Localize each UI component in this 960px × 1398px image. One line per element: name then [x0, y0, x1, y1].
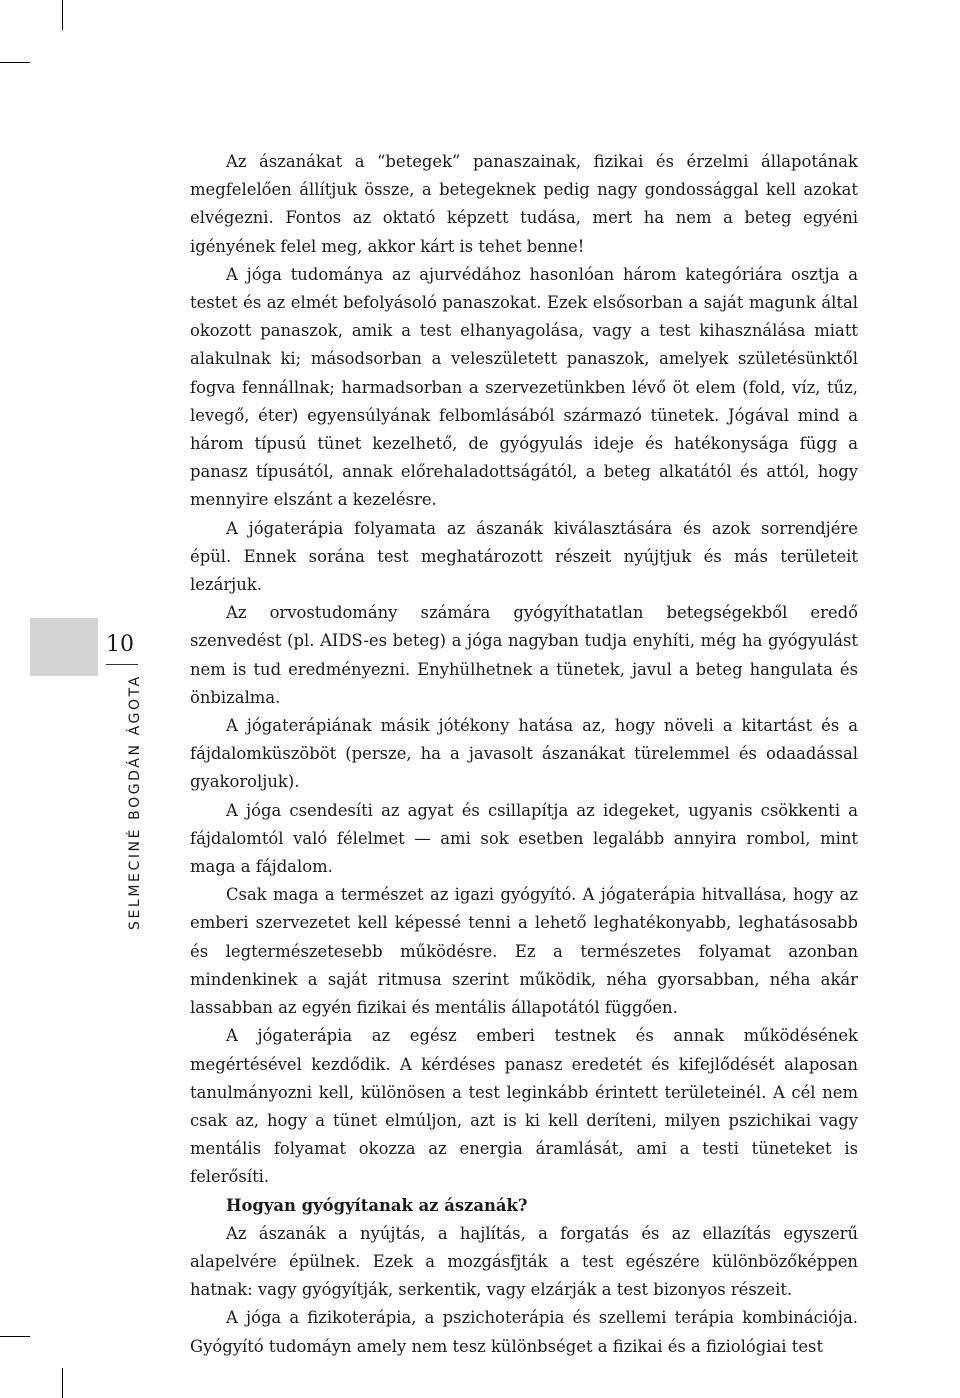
side-tab-block [30, 618, 98, 676]
paragraph-6: A jóga csendesíti az agyat és csillapítja az idegeket, ugyanis csökkenti a fájdalomtól való félelmet — ami sok esetben legalább annyira rombol, mint maga a fájdalom. [190, 800, 858, 877]
page-number-rule [106, 664, 138, 665]
crop-mark-top [62, 0, 63, 30]
paragraph-10: A jóga a fizikoterápia, a pszichoterápia és szellemi terápia kombinációja. Gyógyító tudomáyn amely nem tesz különbséget a fizikai és a fiziológiai test [190, 1308, 858, 1356]
paragraph-1: Az ászanákat a “betegek” panaszainak, fizikai és érzelmi állapotának megfelelően állítjuk össze, a betegeknek pedig nagy gondossággal kell azokat elvégezni. Fontos az oktató képzett tudása, mert ha nem a beteg egyéni igényének felel meg, akkor kárt is tehet benne! [190, 152, 858, 256]
section-heading: Hogyan gyógyítanak az ászanák? [226, 1195, 528, 1215]
paragraph-3: A jógaterápia folyamata az ászanák kiválasztására és azok sorrendjére épül. Ennek sorána test meghatározott részeit nyújtjuk és más területeit lezárjuk. [190, 518, 858, 595]
page-number: 10 [106, 632, 134, 657]
paragraph-8: A jógaterápia az egész emberi testnek és annak működésének megértésével kezdődik. A kérdéses panasz eredetét és kifejlődését alaposan tanulmányozni kell, különösen a test leginkább érintett területeinél. A cél nem csak az, hogy a tünet elmúljon, azt is ki kell deríteni, milyen pszichikai vagy mentális folyamat okozza az energia áramlását, ami a testi tüneteket is felerősíti. [190, 1026, 858, 1187]
paragraph-4: Az orvostudomány számára gyógyíthatatlan betegségekből eredő szenvedést (pl. AIDS-es beteg) a jóga nagyban tudja enyhíti, még ha gyógyulást nem is tud eredményezni. Enyhülhetnek a tünetek, javul a beteg hangulata és önbizalma. [190, 603, 858, 707]
paragraph-9: Az ászanák a nyújtás, a hajlítás, a forgatás és az ellazítás egyszerű alapelvére épülnek. Ezek a mozgásfjták a test egészére különbözőképpen hatnak: vagy gyógyítják, serkentik, vagy elzárják a test bizonyos részeit. [190, 1223, 858, 1300]
paragraph-5: A jógaterápiának másik jótékony hatása az, hogy növeli a kitartást és a fájdalomküszöböt (persze, ha a javasolt ászanákat türelemmel és odaadással gyakoroljuk). [190, 716, 858, 792]
crop-mark-bottom-left [0, 1336, 30, 1337]
paragraph-7: Csak maga a természet az igazi gyógyító. A jógaterápia hitvallása, hogy az emberi szervezetet kell képessé tenni a lehető leghatékonyabb, leghatásosabb és legtermészetesebb működésre. Ez a természetes folyamat azonban mindenkinek a saját ritmusa szerint működik, néha gyorsabban, néha akár lassabban az egyén fizikai és mentális állapotától függően. [190, 885, 858, 1018]
body-text [190, 148, 858, 1361]
crop-mark-bottom [62, 1368, 63, 1398]
paragraph-2: A jóga tudománya az ajurvédához hasonlóan három kategóriára osztja a testet és az elmét befolyásoló panaszokat. Ezek elsősorban a saját magunk által okozott panaszok, amik a test elhanyagolása, vagy a test kihasználása miatt alakulnak ki; másodsorban a veleszületett panaszok, amelyek születésünktől fogva fennállnak; harmadsorban a szervezetünkben lévő öt elem (fold, víz, tűz, levegő, éter) egyensúlyának felbomlásából származó tünetek. Jógával mind a három típusú tünet kezelhető, de gyógyulás ideje és hatékonysága függ a panasz típusától, annak előrehaladottságától, a beteg alkatától és attól, hogy mennyire elszánt a kezelésre. [190, 264, 858, 510]
crop-mark-top-left [0, 62, 30, 63]
running-head-author: SELMECINÉ BOGDÁN ÁGOTA [127, 674, 143, 930]
